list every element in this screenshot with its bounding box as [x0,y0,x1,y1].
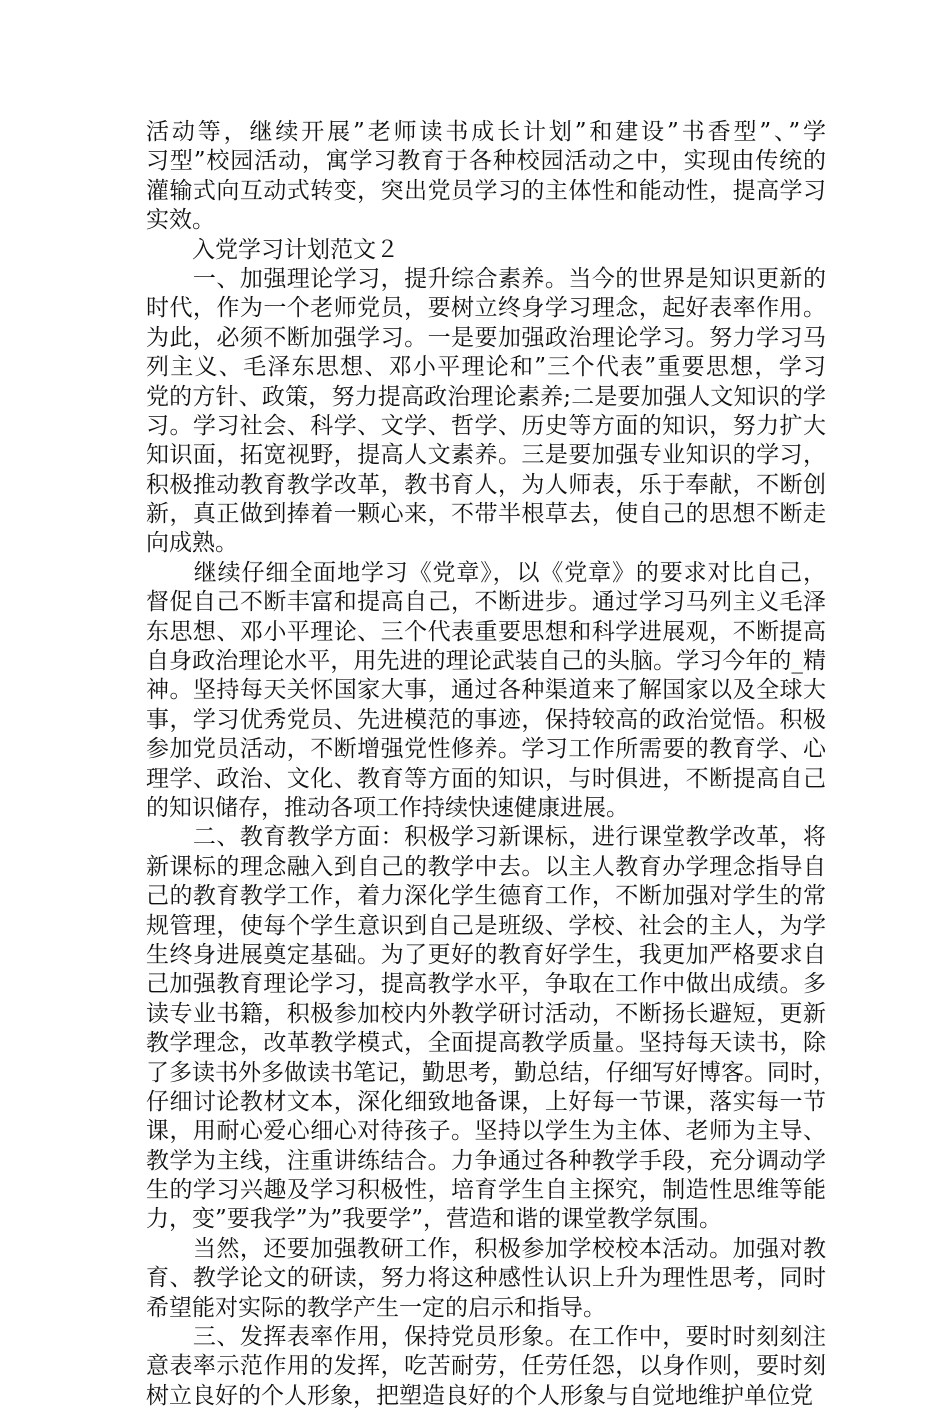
text-line: 神。坚持每天关怀国家大事，通过各种渠道来了解国家以及全球大 [146,677,826,704]
text-line: 当然，还要加强教研工作，积极参加学校校本活动。加强对教 [146,1235,826,1262]
text-line: 生终身进展奠定基础。为了更好的教育好学生，我更加严格要求自 [146,941,826,968]
text-line: 督促自己不断丰富和提高自己，不断进步。通过学习马列主义毛泽 [146,589,826,616]
text-line: 希望能对实际的教学产生一定的启示和指导。 [146,1294,606,1321]
text-line: 向成熟。 [146,530,238,557]
text-line: 自身政治理论水平，用先进的理论武装自己的头脑。学习今年的_精 [146,648,826,675]
document-body [146,118,836,1411]
text-line: 仔细讨论教材文本，深化细致地备课，上好每一节课，落实每一节 [146,1088,826,1115]
text-line: 教学为主线，注重讲练结合。力争通过各种教学手段，充分调动学 [146,1147,826,1174]
text-line: 课，用耐心爱心细心对待孩子。坚持以学生为主体、老师为主导、 [146,1118,826,1145]
text-line: 列主义、毛泽东思想、邓小平理论和”三个代表”重要思想，学习 [146,354,826,381]
text-line: 生的学习兴趣及学习积极性，培育学生自主探究，制造性思维等能 [146,1177,826,1204]
text-line: 习型”校园活动，寓学习教育于各种校园活动之中，实现由传统的 [146,148,826,175]
text-line: 参加党员活动，不断增强党性修养。学习工作所需要的教育学、心 [146,736,826,763]
text-line: 育、教学论文的研读，努力将这种感性认识上升为理性思考，同时 [146,1265,826,1292]
text-line: 新，真正做到捧着一颗心来，不带半根草去，使自己的思想不断走 [146,501,826,528]
text-line: 时代，作为一个老师党员，要树立终身学习理念，起好表率作用。 [146,295,826,322]
text-line: 为此，必须不断加强学习。一是要加强政治理论学习。努力学习马 [146,324,826,351]
text-line: 积极推动教育教学改革，教书育人，为人师表，乐于奉献，不断创 [146,471,826,498]
paragraph [146,1323,826,1411]
text-line: 党的方针、政策，努力提高政治理论素养;二是要加强人文知识的学 [146,383,826,410]
text-line: 教学理念，改革教学模式，全面提高教学质量。坚持每天读书，除 [146,1030,826,1057]
paragraph [146,118,826,236]
paragraph [146,265,826,559]
text-line: 读专业书籍，积极参加校内外教学研讨活动，不断扬长避短，更新 [146,1000,826,1027]
text-line: 新课标的理念融入到自己的教学中去。以主人教育办学理念指导自 [146,853,826,880]
text-line: 习。学习社会、科学、文学、哲学、历史等方面的知识，努力扩大 [146,412,826,439]
text-line: 知识面，拓宽视野，提高人文素养。三是要加强专业知识的学习， [146,442,826,469]
text-line: 实效。 [146,207,215,234]
text-line: 力，变”要我学”为”我要学”，营造和谐的课堂教学氛围。 [146,1206,723,1233]
paragraph [146,1235,826,1323]
text-line: 了多读书外多做读书笔记，勤思考，勤总结，仔细写好博客。同时， [146,1059,836,1086]
section-heading [146,236,826,265]
text-line: 意表率示范作用的发挥，吃苦耐劳，任劳任怨，以身作则，要时刻 [146,1353,826,1380]
text-line: 规管理，使每个学生意识到自己是班级、学校、社会的主人，为学 [146,912,826,939]
text-line: 的知识储存，推动各项工作持续快速健康进展。 [146,794,629,821]
text-line: 己的教育教学工作，着力深化学生德育工作，不断加强对学生的常 [146,883,826,910]
paragraph [146,823,836,1234]
text-line: 事，学习优秀党员、先进模范的事迹，保持较高的政治觉悟。积极 [146,706,826,733]
text-line: 理学、政治、文化、教育等方面的知识，与时俱进，不断提高自己 [146,765,826,792]
text-line: 入党学习计划范文２ [146,236,399,263]
paragraph [146,559,826,824]
text-line: 灌输式向互动式转变，突出党员学习的主体性和能动性，提高学习 [146,177,826,204]
text-line: 东思想、邓小平理论、三个代表重要思想和科学进展观，不断提高 [146,618,826,645]
text-line: 二、教育教学方面：积极学习新课标，进行课堂教学改革，将 [146,824,826,851]
text-line: 三、发挥表率作用，保持党员形象。在工作中，要时时刻刻注 [146,1324,826,1351]
text-line: 活动等，继续开展”老师读书成长计划”和建设”书香型”、”学 [146,119,826,145]
text-line: 树立良好的个人形象，把塑造良好的个人形象与自觉地维护单位党 [146,1382,813,1409]
text-line: 一、加强理论学习，提升综合素养。当今的世界是知识更新的 [146,265,826,292]
text-line: 己加强教育理论学习，提高教学水平，争取在工作中做出成绩。多 [146,971,826,998]
text-line: 继续仔细全面地学习《党章》，以《党章》的要求对比自己， [146,559,826,586]
